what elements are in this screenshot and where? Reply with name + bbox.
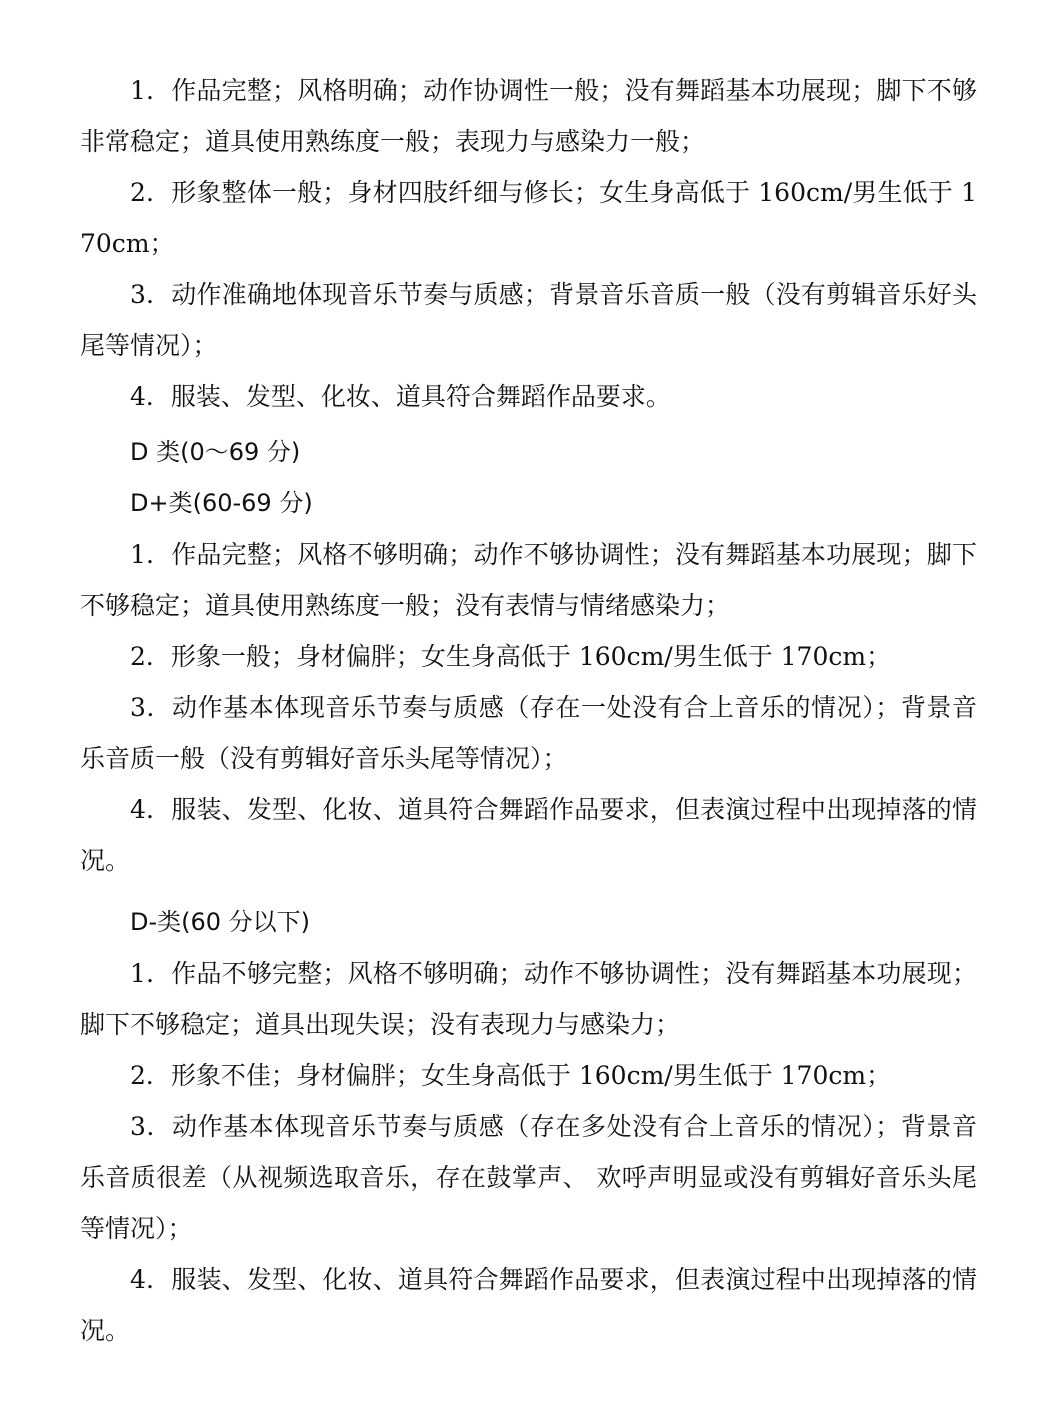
d-plus-criterion-3: 3．动作基本体现音乐节奏与质感（存在一处没有合上音乐的情况）；背景音乐音质一般（没有剪辑好音乐头尾等情况）； — [80, 693, 977, 773]
c-criterion-3: 3．动作准确地体现音乐节奏与质感；背景音乐音质一般（没有剪辑音乐好头尾等情况）； — [80, 280, 977, 360]
d-minus-criterion-4: 4．服装、发型、化妆、道具符合舞蹈作品要求，但表演过程中出现掉落的情况。 — [80, 1265, 977, 1345]
d-minus-criterion-3: 3．动作基本体现音乐节奏与质感（存在多处没有合上音乐的情况）；背景音乐音质很差（从视频选取音乐，存在鼓掌声、 欢呼声明显或没有剪辑好音乐头尾等情况）； — [80, 1112, 977, 1243]
d-plus-grade-heading: D+类(60-69 分) — [130, 489, 313, 517]
c-criterion-2: 2．形象整体一般；身材四肢纤细与修长；女生身高低于 160cm/男生低于 170cm； — [80, 178, 977, 258]
d-plus-criterion-1: 1．作品完整；风格不够明确；动作不够协调性；没有舞蹈基本功展现；脚下不够稳定；道具使用熟练度一般；没有表情与情绪感染力； — [80, 540, 977, 620]
d-plus-criterion-4: 4．服装、发型、化妆、道具符合舞蹈作品要求，但表演过程中出现掉落的情况。 — [80, 795, 977, 875]
d-minus-criterion-2: 2．形象不佳；身材偏胖；女生身高低于 160cm/男生低于 170cm； — [130, 1061, 892, 1090]
d-minus-grade-heading: D-类(60 分以下) — [130, 908, 311, 936]
d-plus-criterion-2: 2．形象一般；身材偏胖；女生身高低于 160cm/男生低于 170cm； — [130, 642, 892, 671]
d-grade-heading: D 类(0～69 分) — [130, 438, 301, 466]
c-criterion-1: 1．作品完整；风格明确；动作协调性一般；没有舞蹈基本功展现；脚下不够非常稳定；道具使用熟练度一般；表现力与感染力一般； — [80, 76, 977, 156]
d-minus-criterion-1: 1．作品不够完整；风格不够明确；动作不够协调性；没有舞蹈基本功展现；脚下不够稳定；道具出现失误；没有表现力与感染力； — [80, 959, 977, 1039]
c-criterion-4: 4．服装、发型、化妆、道具符合舞蹈作品要求。 — [130, 382, 671, 411]
